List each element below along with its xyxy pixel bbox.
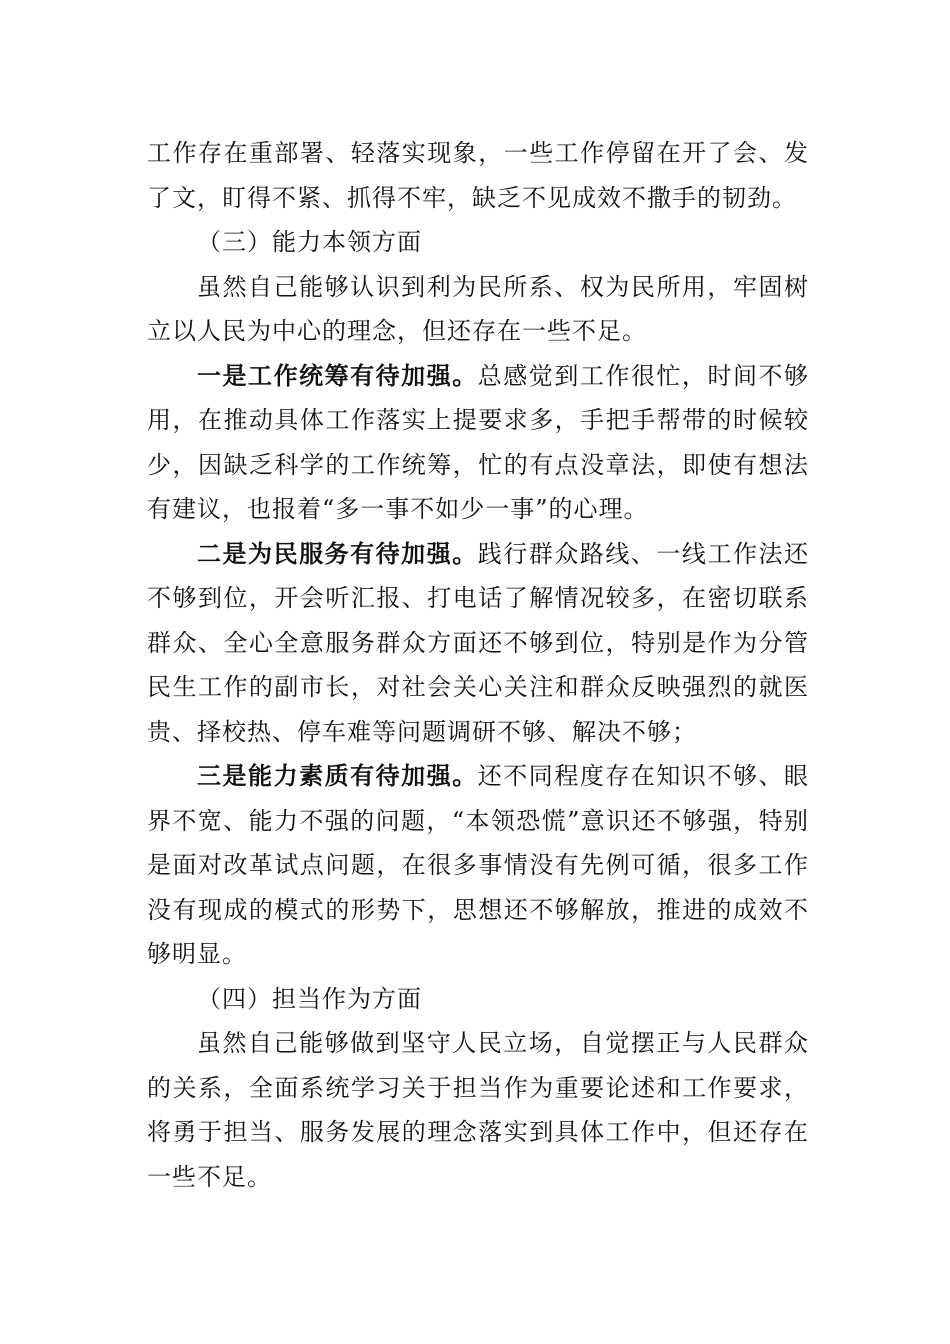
item-competence-lead: 三是能力素质有待加强。 (197, 762, 478, 790)
section-heading-responsibility: （四）担当作为方面 (197, 984, 422, 1013)
item-work-coordination-lead: 一是工作统筹有待加强。 (197, 361, 478, 390)
item-work-coordination (147, 354, 809, 532)
paragraph-responsibility-intro: 虽然自己能够做到坚守人民立场，自觉摆正与人民群众的关系，全面系统学习关于担当作为重要论述和工作要求，将勇于担当、服务发展的理念落实到具体工作中，但还存在一些不足。 (147, 1029, 809, 1191)
item-public-service (147, 532, 809, 755)
item-work-coordination-text: 总感觉到工作很忙，时间不够用，在推动具体工作落实上提要求多，手把手帮带的时候较少，因缺乏科学的工作统筹，忙的有点没章法，即使有想法有建议，也报着“多一事不如少一事”的心理。 (147, 361, 810, 523)
section-heading-ability: （三）能力本领方面 (197, 228, 422, 256)
item-public-service-lead: 二是为民服务有待加强。 (197, 539, 478, 568)
paragraph-ability-intro: 虽然自己能够认识到利为民所系、权为民所用，牢固树立以人民为中心的理念，但还存在一些不足。 (147, 272, 809, 345)
item-public-service-text: 践行群众路线、一线工作法还不够到位，开会听汇报、打电话了解情况较多，在密切联系群众、全心全意服务群众方面还不够到位，特别是作为分管民生工作的副市长，对社会关心关注和群众反映强烈的就医贵、择校热、停车难等问题调研不够、解决不够； (147, 539, 810, 746)
item-competence (147, 754, 809, 977)
paragraph-continuation: 工作存在重部署、轻落实现象，一些工作停留在开了会、发了文，盯得不紧、抓得不牢，缺乏不见成效不撒手的韧劲。 (147, 139, 809, 212)
item-competence-text: 还不同程度存在知识不够、眼界不宽、能力不强的问题，“本领恐慌”意识还不够强，特别是面对改革试点问题，在很多事情没有先例可循，很多工作没有现成的模式的形势下，思想还不够解放，推进的成效不够明显。 (147, 762, 810, 968)
document-body (147, 131, 809, 1199)
